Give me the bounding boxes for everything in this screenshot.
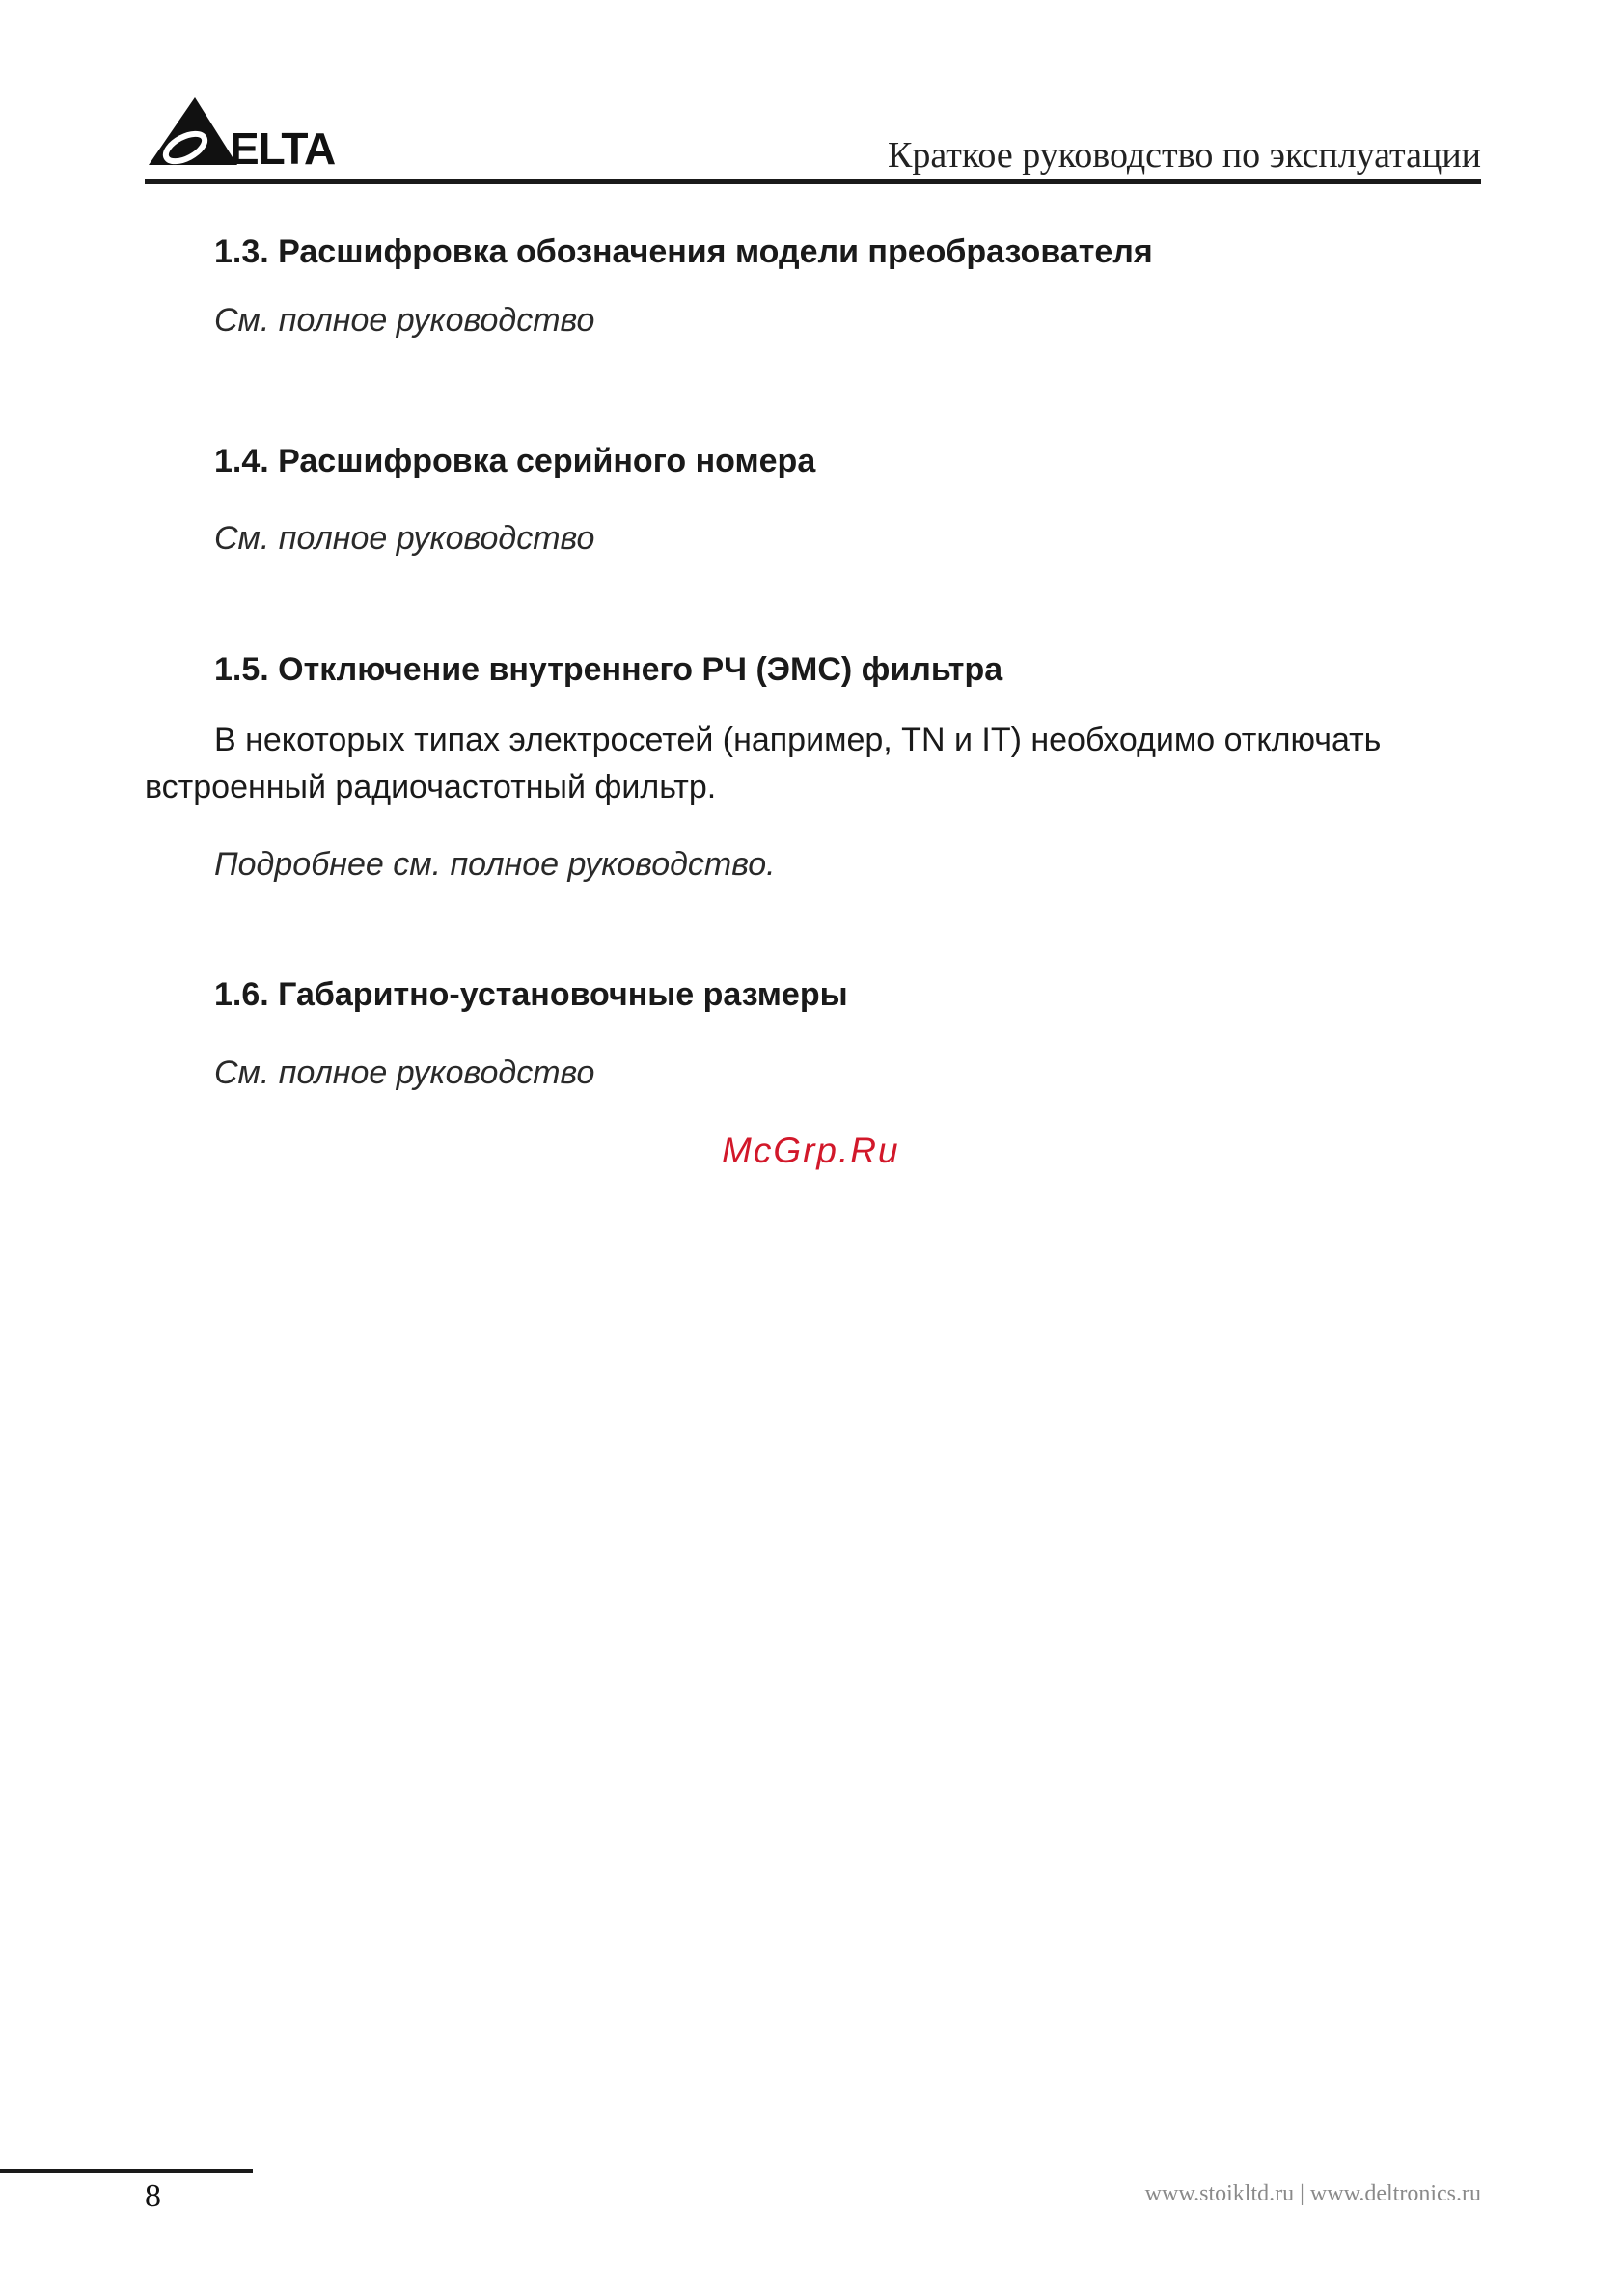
section-1-3-note — [214, 302, 1481, 340]
footer-links: www.stoikltd.ru | www.deltronics.ru — [1144, 2181, 1481, 2206]
section-1-5-note — [214, 846, 1481, 884]
section-1-6 — [214, 976, 1481, 1014]
section-heading: 1.6. Габаритно-установочные размеры — [214, 976, 848, 1013]
watermark: McGrp.Ru — [722, 1131, 900, 1170]
section-heading: 1.5. Отключение внутреннего РЧ (ЭМС) фильтра — [214, 651, 1003, 688]
section-heading: 1.4. Расшифровка серийного номера — [214, 443, 816, 479]
section-note: См. полное руководство — [214, 1054, 595, 1091]
page-number: 8 — [145, 2178, 161, 2214]
section-note: Подробнее см. полное руководство. — [214, 846, 776, 883]
section-1-6-note — [214, 1054, 1481, 1092]
svg-text:ELTA: ELTA — [230, 123, 336, 169]
section-1-5-paragraph — [145, 717, 1486, 811]
section-1-4-note — [214, 520, 1481, 558]
section-note: См. полное руководство — [214, 302, 595, 339]
delta-logo — [145, 92, 376, 169]
section-1-5 — [214, 651, 1481, 689]
section-heading: 1.3. Расшифровка обозначения модели преобразователя — [214, 233, 1153, 270]
document-title: Краткое руководство по эксплуатации — [888, 135, 1481, 176]
footer-divider — [0, 2169, 253, 2173]
section-1-3 — [214, 233, 1481, 271]
page-header — [145, 92, 1481, 183]
paragraph-line: встроенный радиочастотный фильтр. — [145, 769, 717, 806]
section-1-4 — [214, 443, 1481, 480]
header-divider — [145, 179, 1481, 184]
paragraph-line: В некоторых типах электросетей (например, TN и IT) необходимо отключать — [214, 722, 1382, 758]
section-note: См. полное руководство — [214, 520, 595, 557]
